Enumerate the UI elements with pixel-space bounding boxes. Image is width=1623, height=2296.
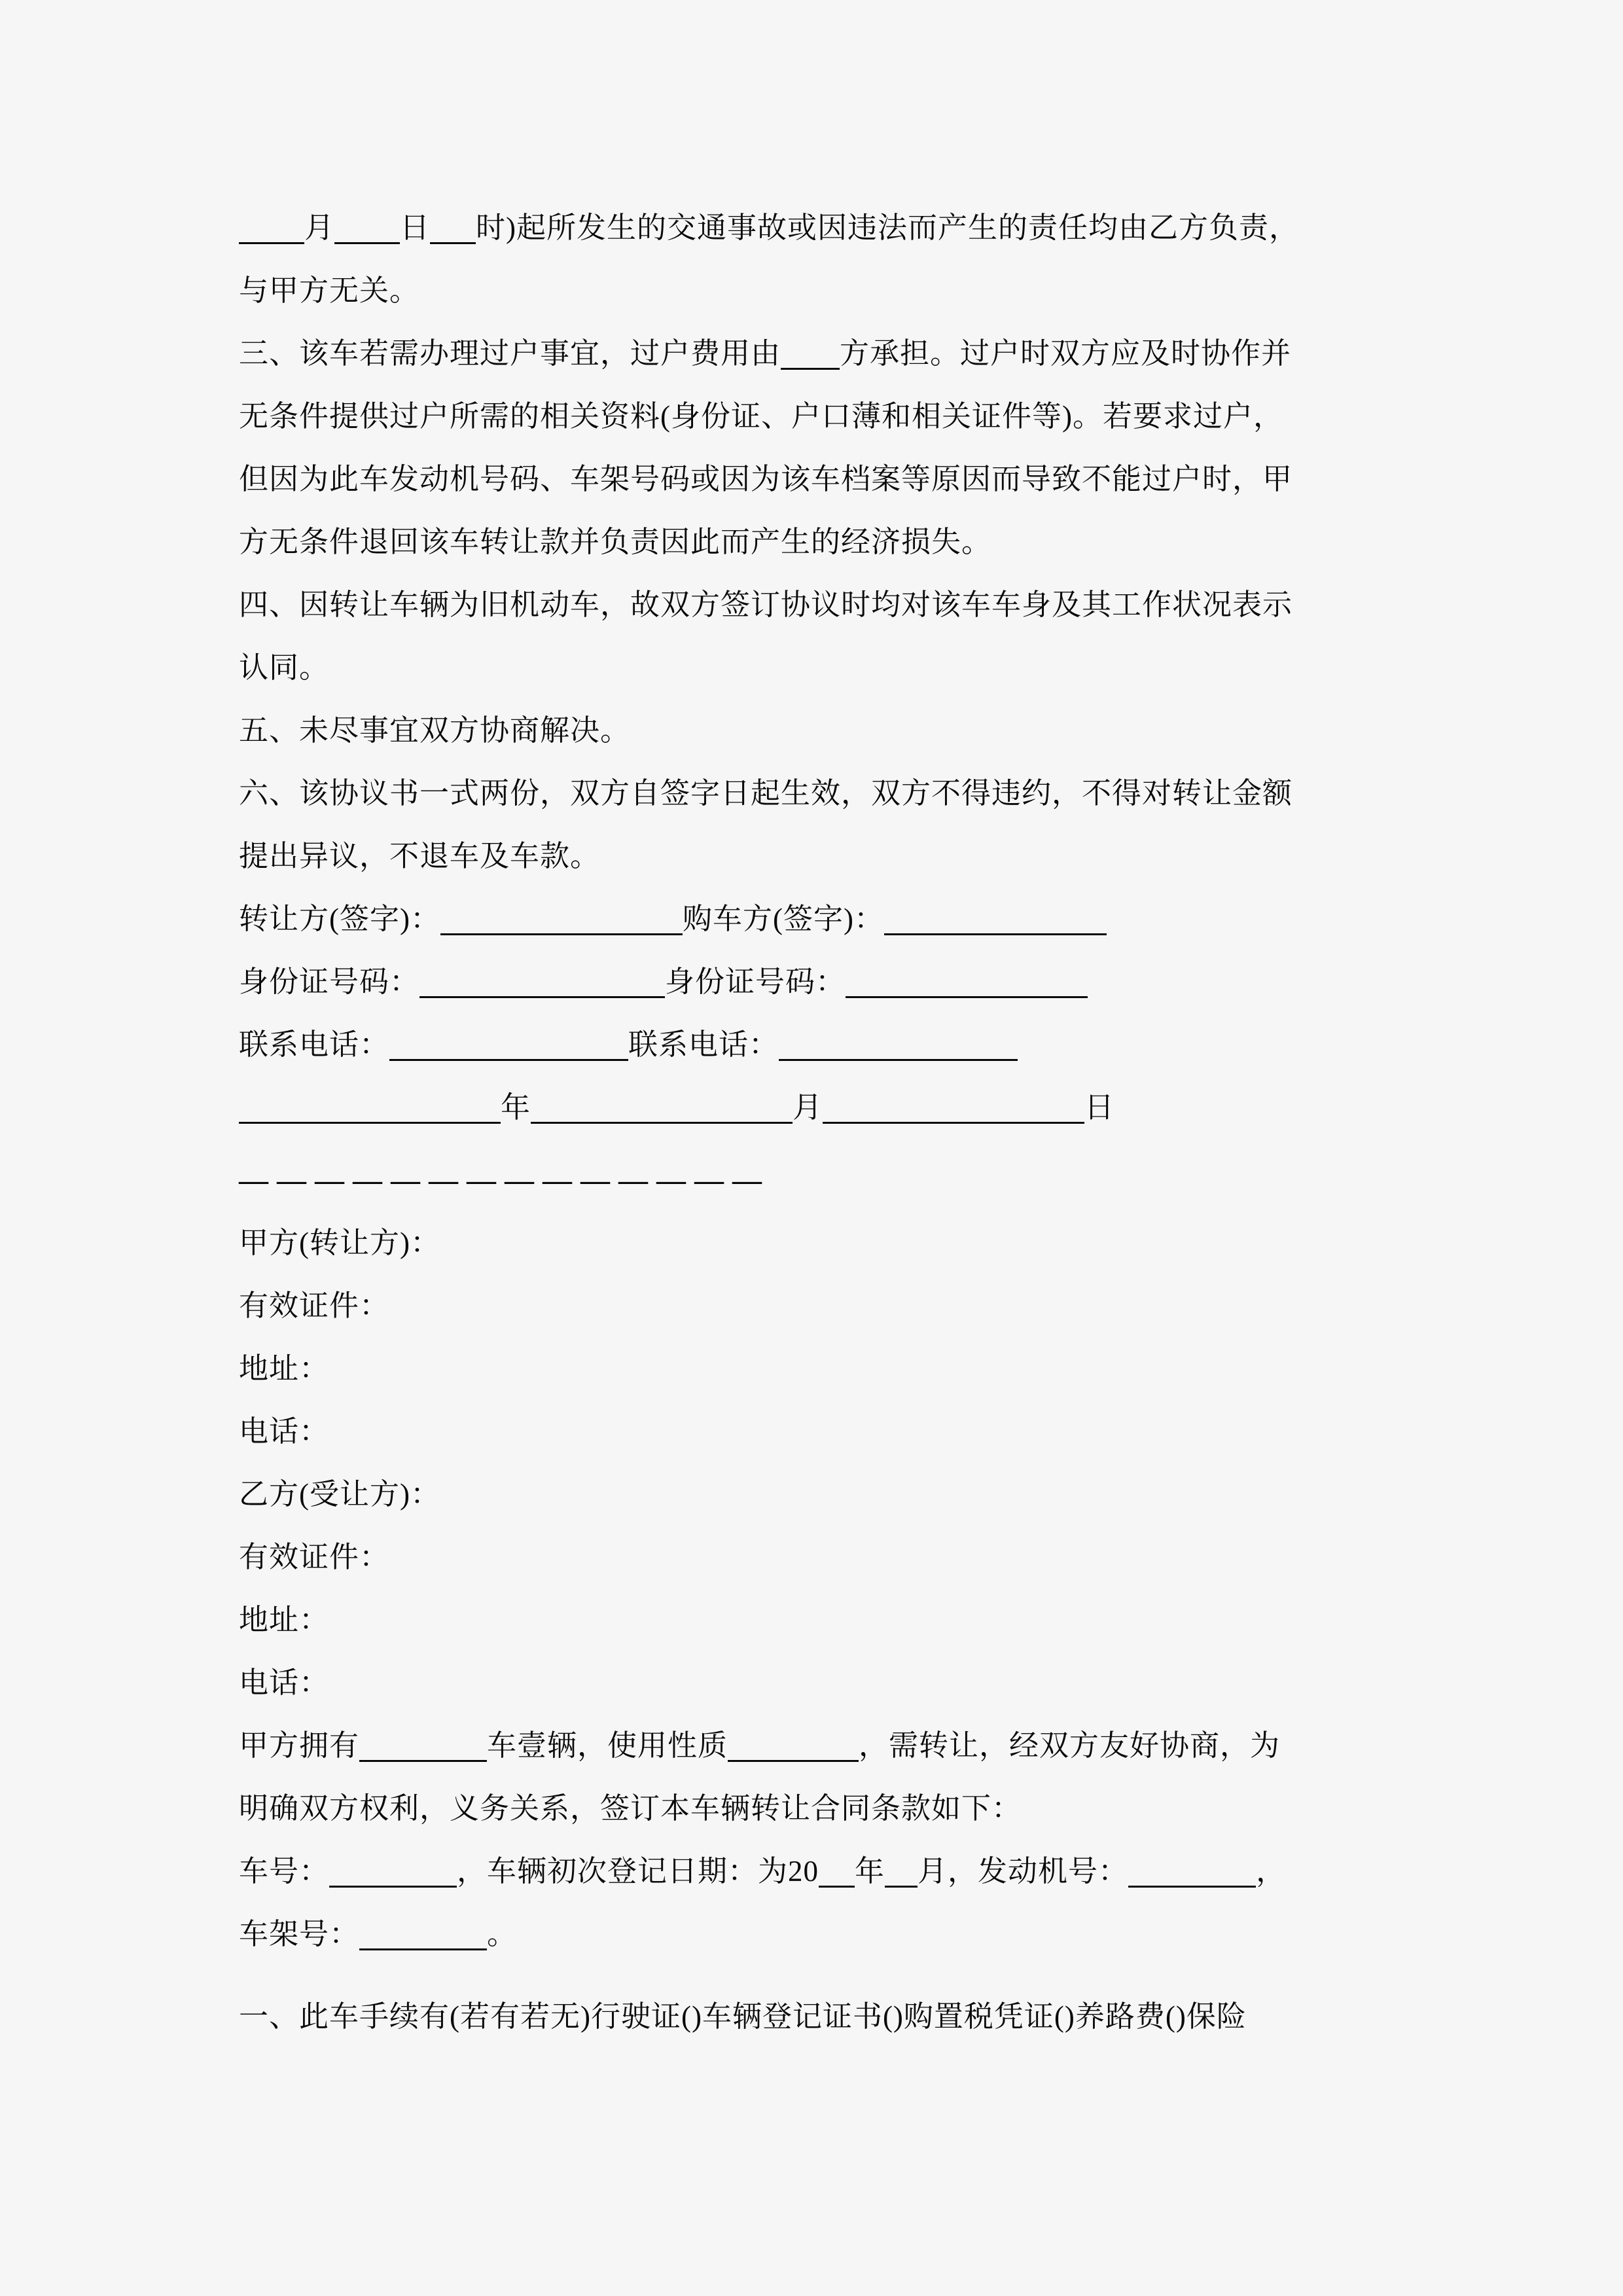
blank-underline [1128, 1853, 1256, 1888]
text-segment: 电话： [239, 1415, 330, 1448]
text-segment: 电话： [239, 1666, 330, 1699]
blank-underline [884, 901, 1107, 935]
text-segment: 联系电话： [239, 1028, 390, 1061]
party-b-address-label [239, 1588, 1417, 1651]
text-segment: 联系电话： [628, 1028, 779, 1061]
text-segment: 时)起所发生的交通事故或因违法而产生的责任均由乙方负责， [476, 211, 1300, 244]
text-segment: 三、该车若需办理过户事宜，过户费用由 [239, 337, 781, 370]
text-segment: 明确双方权利，义务关系，签订本车辆转让合同条款如下： [239, 1792, 1022, 1825]
blank-underline [430, 209, 476, 244]
text-segment: 转让方(签字)： [239, 903, 440, 935]
text-segment: 四、因转让车辆为旧机动车，故双方签订协议时均对该车车身及其工作状况表示 [239, 588, 1293, 621]
party-a-label [239, 1211, 1417, 1274]
text-segment: ，需转让，经双方友好协商，为 [859, 1729, 1281, 1762]
clause-three-line [239, 322, 1417, 385]
text-segment: 方承担。过户时双方应及时协作并 [840, 337, 1292, 370]
blank-underline [728, 1727, 859, 1762]
blank-underline [846, 963, 1088, 998]
blank-underline [389, 1026, 628, 1061]
text-segment: 车架号： [239, 1918, 360, 1950]
text-segment: ，车辆初次登记日期：为20 [457, 1855, 819, 1888]
party-a-id-label [239, 1274, 1417, 1337]
text-segment: 购车方(签字)： [682, 903, 884, 935]
blank-underline [819, 1853, 855, 1888]
text-segment: 身份证号码： [665, 965, 846, 998]
clause-five-line [239, 699, 1417, 762]
blank-underline [885, 1853, 918, 1888]
text-segment: 年 [501, 1091, 531, 1124]
text-segment: 甲方拥有 [239, 1729, 360, 1762]
clause-three-line [239, 511, 1417, 573]
blank-underline [239, 1089, 501, 1124]
blank-underline [419, 963, 665, 998]
text-segment: 年 [855, 1855, 885, 1888]
clause-three-line [239, 448, 1417, 511]
blank-underline [239, 209, 304, 244]
text-segment: 月 [793, 1091, 823, 1124]
clause-two-continuation-line [239, 196, 1417, 259]
text-segment: ， [1256, 1855, 1287, 1888]
text-segment: 。 [487, 1918, 518, 1950]
text-segment: 认同。 [239, 651, 330, 684]
text-segment: —————————————— [239, 1164, 770, 1196]
clause-six-line [239, 762, 1417, 825]
party-a-address-label [239, 1337, 1417, 1400]
text-segment: 提出异议，不退车及车款。 [239, 840, 601, 872]
phone-row [239, 1013, 1417, 1076]
clause-four-line [239, 573, 1417, 636]
clause-three-line [239, 385, 1417, 448]
blank-underline [779, 1026, 1018, 1061]
text-segment: 有效证件： [239, 1541, 390, 1573]
clause-one-line [239, 1985, 1417, 2048]
text-segment: 乙方(受让方)： [239, 1478, 440, 1511]
ownership-line [239, 1777, 1417, 1840]
party-b-id-label [239, 1526, 1417, 1588]
clause-six-line [239, 825, 1417, 888]
text-segment: 日 [400, 211, 431, 244]
text-segment: 车壹辆，使用性质 [487, 1729, 728, 1762]
signature-row [239, 888, 1417, 950]
text-segment: 有效证件： [239, 1289, 390, 1322]
blank-underline [359, 1727, 487, 1762]
ownership-line [239, 1714, 1417, 1777]
text-segment: 甲方(转让方)： [239, 1227, 440, 1259]
clause-four-line [239, 636, 1417, 699]
text-segment: 地址： [239, 1352, 330, 1385]
blank-underline [531, 1089, 793, 1124]
party-b-phone-label [239, 1651, 1417, 1714]
text-segment: 地址： [239, 1604, 330, 1636]
text-segment: 日 [1084, 1091, 1115, 1124]
vehicle-info-line [239, 1903, 1417, 1965]
blank-underline [781, 335, 840, 370]
text-segment: 与甲方无关。 [239, 274, 420, 307]
text-segment: 方无条件退回该车转让款并负责因此而产生的经济损失。 [239, 526, 992, 558]
text-segment: 车号： [239, 1855, 330, 1888]
date-row [239, 1076, 1417, 1139]
party-a-phone-label [239, 1400, 1417, 1463]
divider-line [239, 1149, 1417, 1211]
document-body [239, 196, 1417, 2048]
blank-underline [334, 209, 400, 244]
party-b-label [239, 1463, 1417, 1526]
text-segment: 五、未尽事宜双方协商解决。 [239, 714, 631, 747]
blank-underline [440, 901, 683, 935]
blank-underline [823, 1089, 1084, 1124]
text-segment: 月 [304, 211, 335, 244]
blank-underline [359, 1916, 487, 1950]
blank-underline [329, 1853, 457, 1888]
text-segment: 身份证号码： [239, 965, 420, 998]
text-segment: 但因为此车发动机号码、车架号码或因为该车档案等原因而导致不能过户时，甲 [239, 463, 1293, 495]
text-segment: 一、此车手续有(若有若无)行驶证()车辆登记证书()购置税凭证()养路费()保险 [239, 2000, 1247, 2033]
id-number-row [239, 950, 1417, 1013]
text-segment: 无条件提供过户所需的相关资料(身份证、户口薄和相关证件等)。若要求过户， [239, 400, 1283, 433]
text-segment: 六、该协议书一式两份，双方自签字日起生效，双方不得违约，不得对转让金额 [239, 777, 1293, 810]
vehicle-info-line [239, 1840, 1417, 1903]
clause-two-continuation-line [239, 259, 1417, 322]
text-segment: 月，发动机号： [918, 1855, 1129, 1888]
